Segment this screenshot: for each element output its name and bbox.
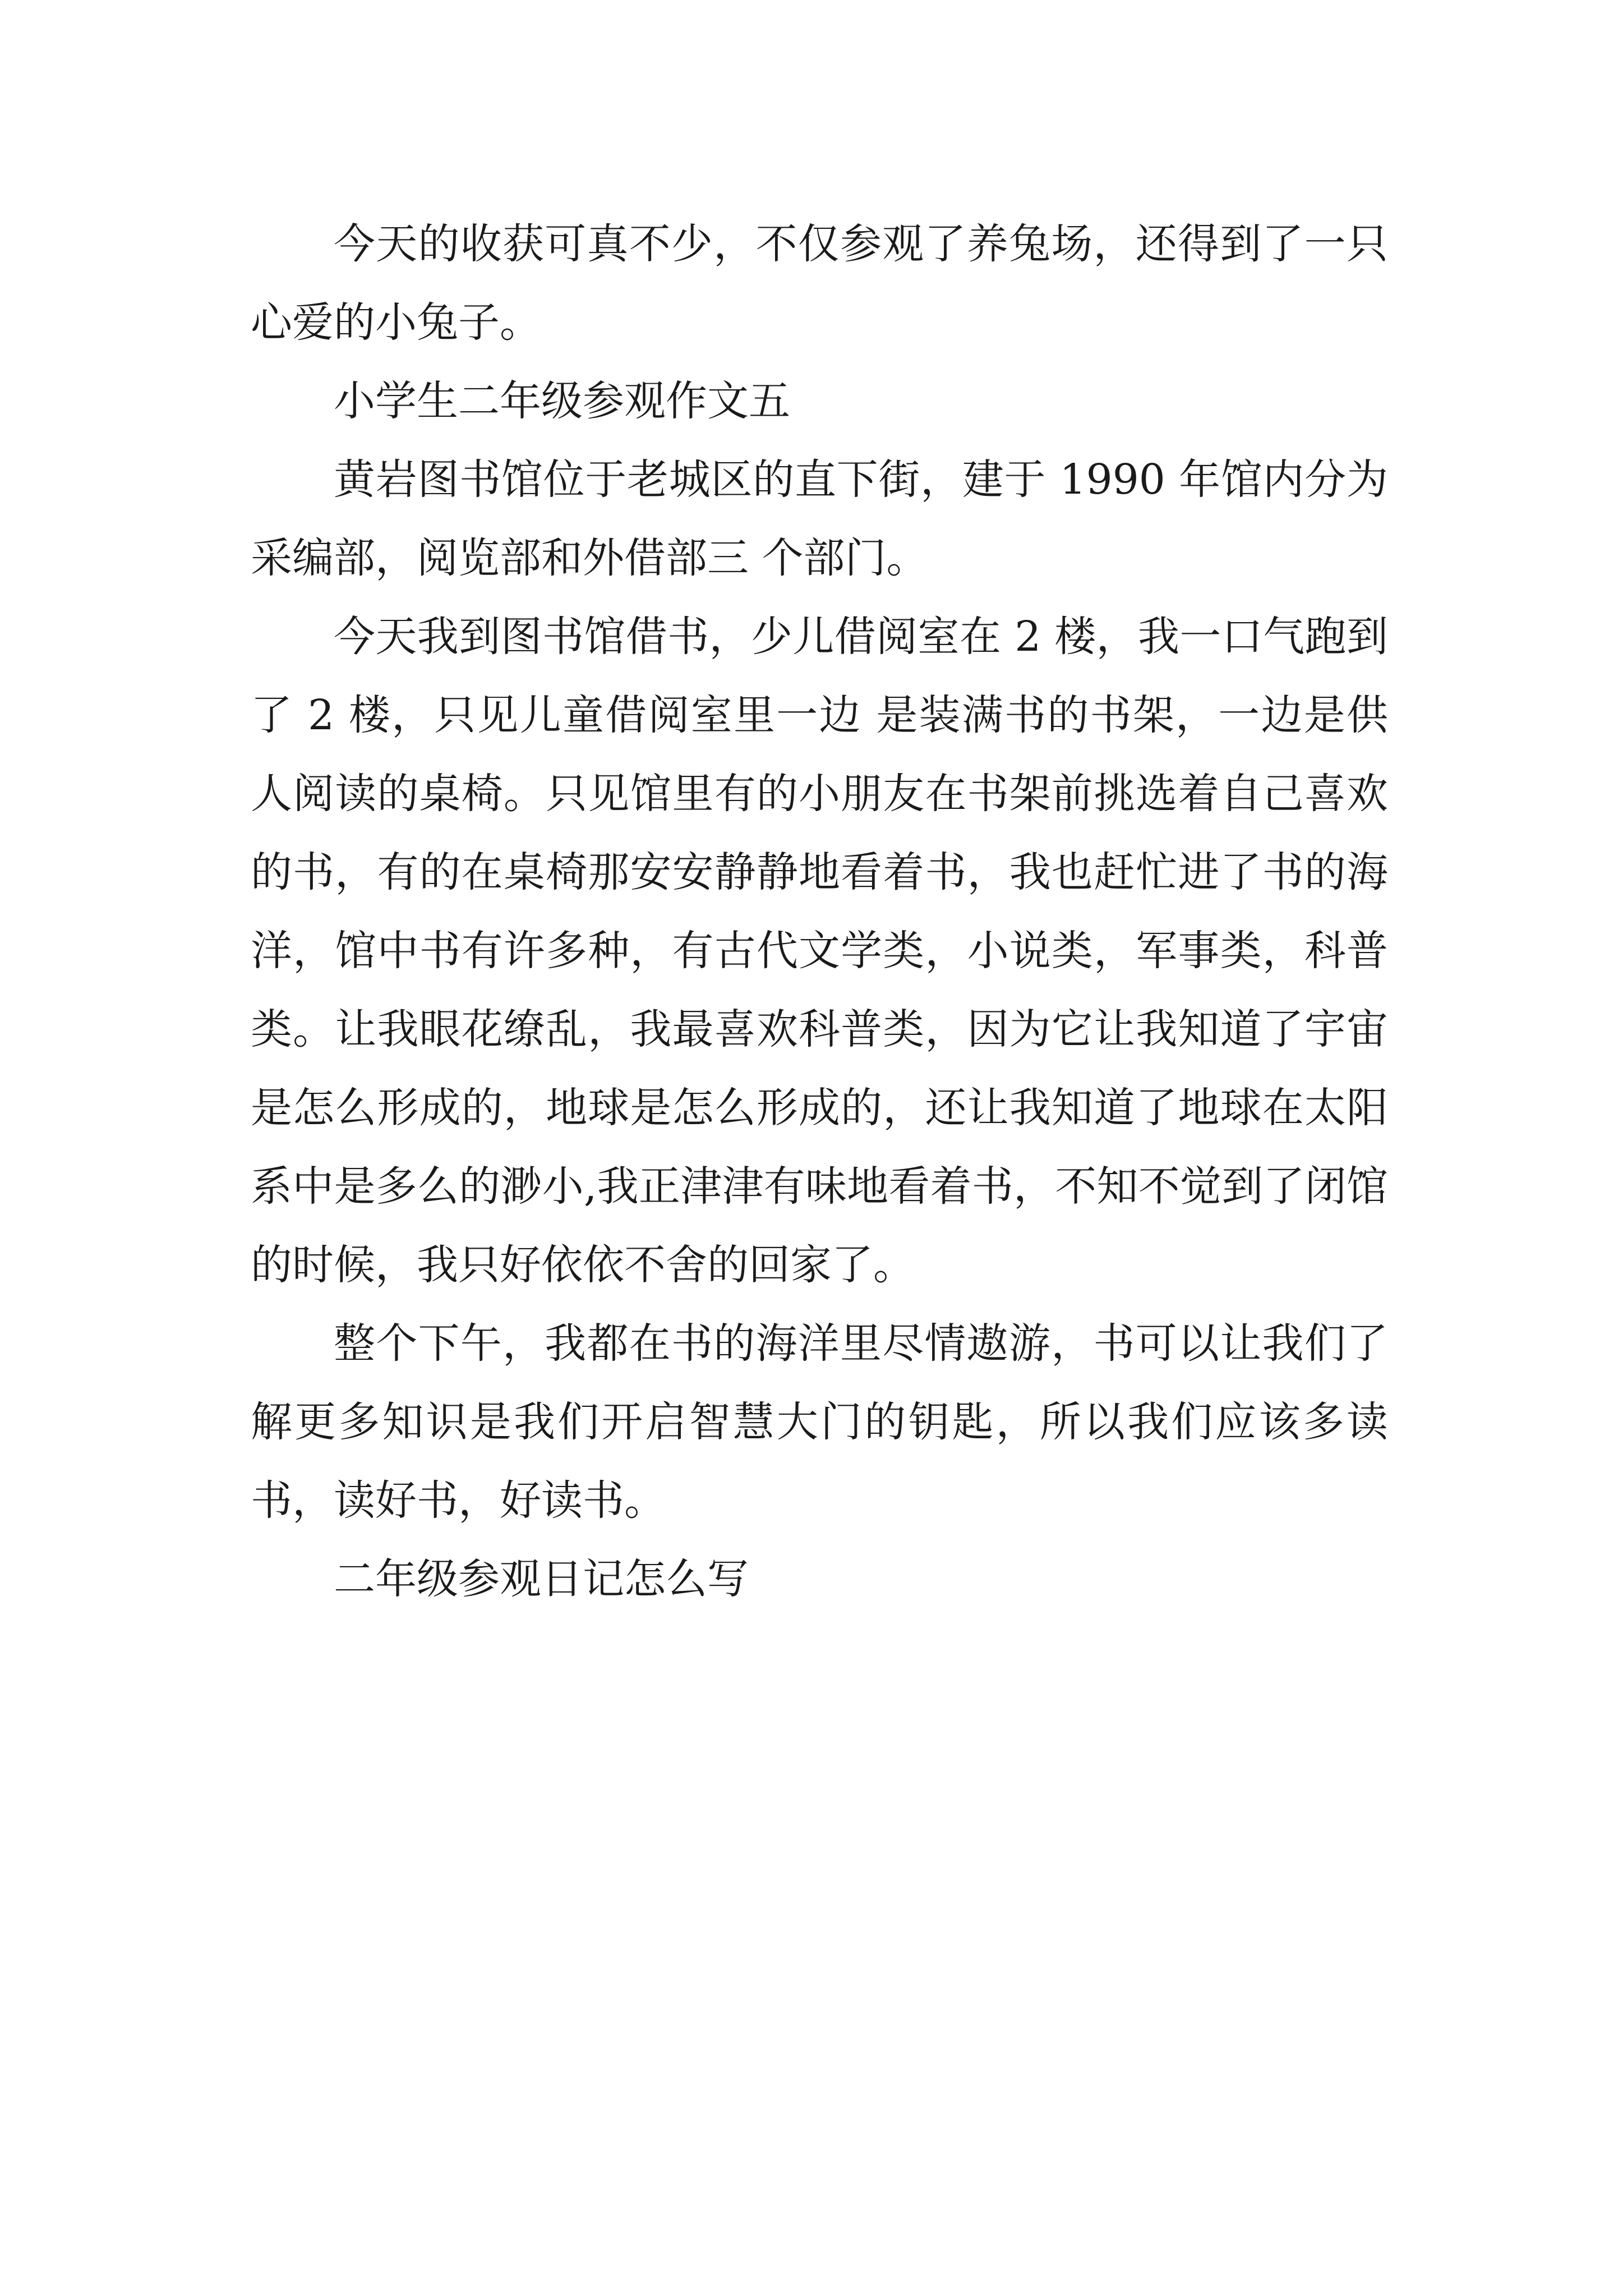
paragraph-library-intro: 黄岩图书馆位于老城区的直下街，建于 1990 年馆内分为采编部，阅览部和外借部三 个部门。 bbox=[251, 455, 1388, 582]
essay-title-five: 小学生二年级参观作文五 bbox=[334, 377, 790, 425]
document-body bbox=[251, 205, 1388, 1618]
paragraph-library-conclusion: 整个下午，我都在书的海洋里尽情遨游，书可以让我们了解更多知识是我们开启智慧大门的钥匙，所以我们应该多读书，读好书，好读书。 bbox=[251, 1319, 1388, 1525]
section-title-diary: 二年级参观日记怎么写 bbox=[334, 1555, 749, 1603]
paragraph-library-visit: 今天我到图书馆借书，少儿借阅室在 2 楼，我一口气跑到了 2 楼，只见儿童借阅室里一边 是装满书的书架，一边是供人阅读的桌椅。只见馆里有的小朋友在书架前挑选着自己喜欢的书，有的在桌椅那安安静静地看着书，我也赶忙进了书的海洋，馆中书有许多种，有古代文学类，小说类，军事类，科普类。让我眼花缭乱，我最喜欢科普类，因为它让我知道了宇宙是怎么形成的，地球是怎么形成的，还让我知道了地球在太阳系中是多么的渺小,我正津津有味地看着书，不知不觉到了闭馆的时候，我只好依依不舍的回家了。 bbox=[251, 613, 1388, 1289]
paragraph-rabbit-farm-conclusion: 今天的收获可真不少，不仅参观了养兔场，还得到了一只心爱的小兔子。 bbox=[251, 220, 1388, 347]
